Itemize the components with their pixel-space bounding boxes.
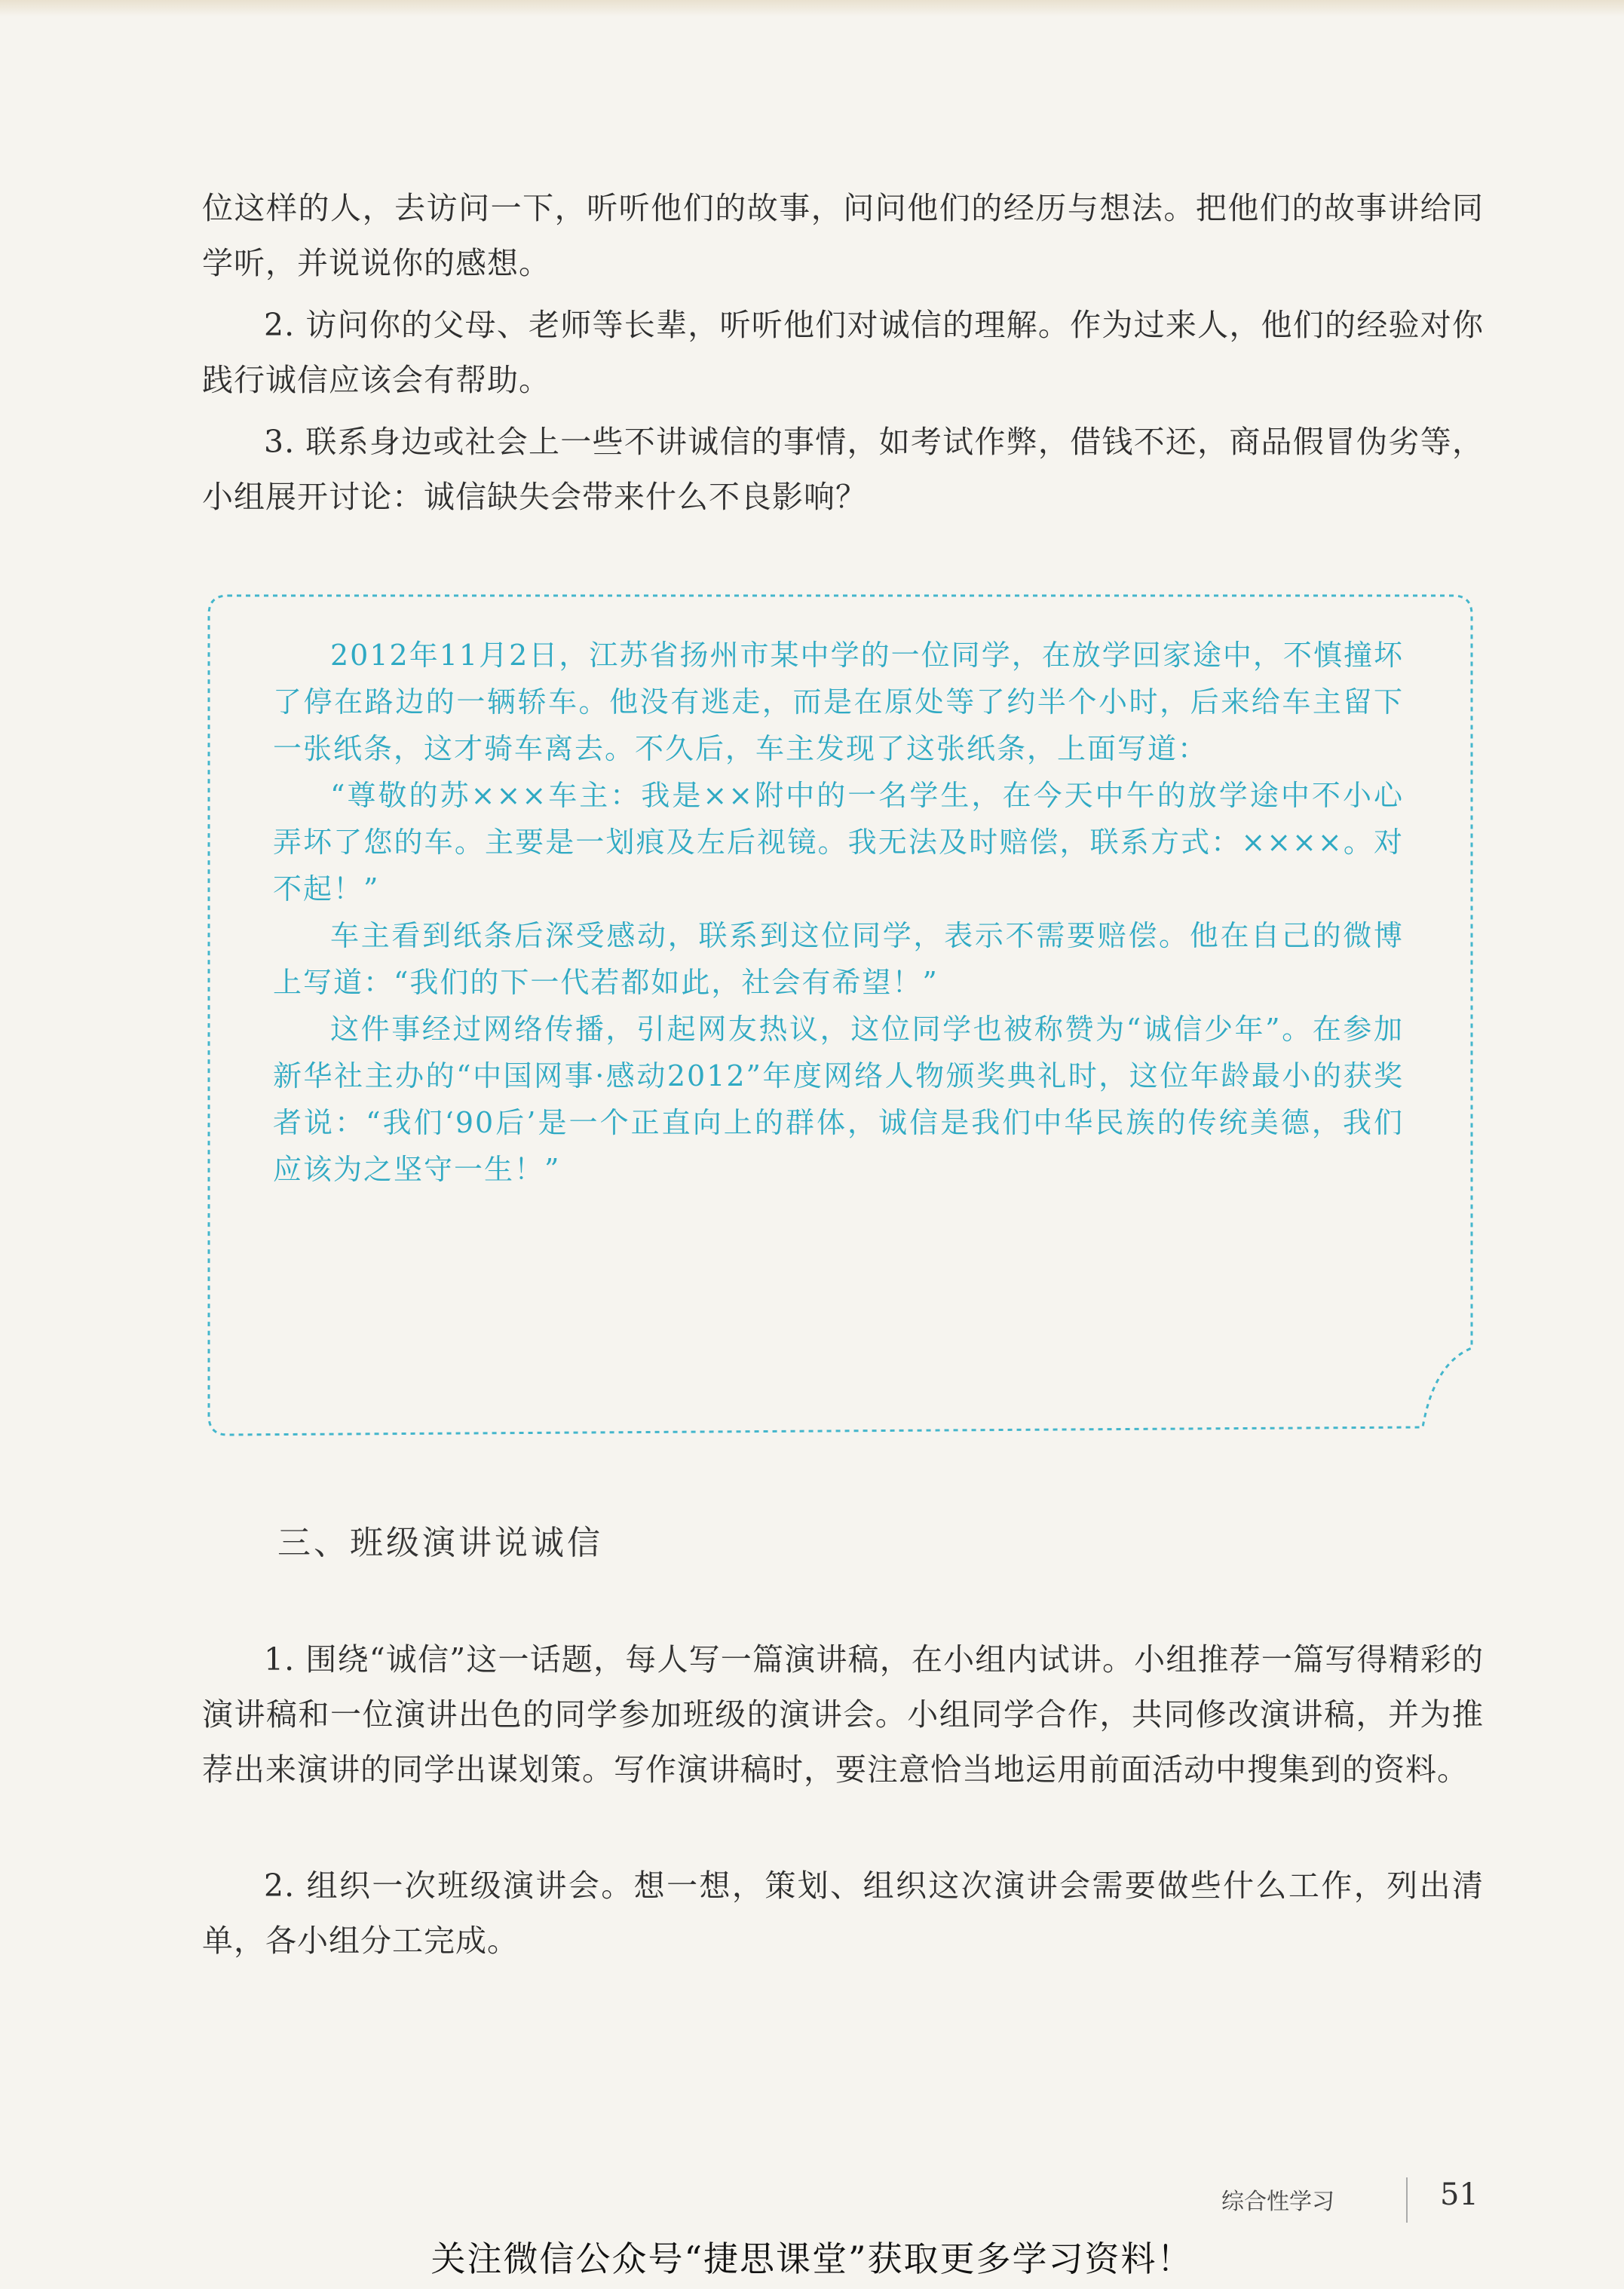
paragraph-speech-1: 1. 围绕“诚信”这一话题，每人写一篇演讲稿，在小组内试讲。小组推荐一篇写得精彩的演讲稿和一位演讲出色的同学参加班级的演讲会。小组同学合作，共同修改演讲稿，并为推荐出来演讲的同学出谋划策。写作演讲稿时，要注意恰当地运用前面活动中搜集到的资料。 [202,1641,1484,1788]
story-paragraph-4: 这件事经过网络传播，引起网友热议，这位同学也被称赞为“诚信少年”。在参加新华社主办的“中国网事·感动2012”年度网络人物颁奖典礼时，这位年龄最小的获奖者说：“我们‘90后’是一个正直向上的群体，诚信是我们中华民族的传统美德，我们应该为之坚守一生！” [273,1013,1404,1186]
page-number: 51 [1440,2177,1478,2212]
paragraph-item-2: 2. 访问你的父母、老师等长辈，听听他们对诚信的理解。作为过来人，他们的经验对你践行诚信应该会有帮助。 [202,307,1484,398]
footer-section-label: 综合性学习 [1221,2189,1334,2215]
story-paragraph-3: 车主看到纸条后深受感动，联系到这位同学，表示不需要赔偿。他在自己的微博上写道：“我们的下一代若都如此，社会有希望！” [273,919,1404,999]
section-heading: 三、班级演讲说诚信 [277,1524,603,1562]
scan-edge [0,0,1624,17]
paragraph-item-3: 3. 联系身边或社会上一些不讲诚信的事情，如考试作弊，借钱不还，商品假冒伪劣等，小组展开讨论：诚信缺失会带来什么不良影响？ [202,424,1484,515]
paragraph-speech-2: 2. 组织一次班级演讲会。想一想，策划、组织这次演讲会需要做些什么工作，列出清单，各小组分工完成。 [202,1868,1484,1959]
story-text [273,632,1404,1193]
story-paragraph-2: “尊敬的苏×××车主：我是××附中的一名学生，在今天中午的放学途中不小心弄坏了您的车。主要是一划痕及左后视镜。我无法及时赔偿，联系方式：××××。对不起！” [273,779,1404,905]
watermark-text: 关注微信公众号“捷思课堂”获取更多学习资料！ [431,2238,1193,2279]
footer-divider [1406,2177,1408,2223]
story-paragraph-1: 2012年11月2日，江苏省扬州市某中学的一位同学，在放学回家途中，不慎撞坏了停在路边的一辆轿车。他没有逃走，而是在原处等了约半个小时，后来给车主留下一张纸条，这才骑车离去。不久后，车主发现了这张纸条，上面写道： [273,639,1404,765]
paragraph-continuation: 位这样的人，去访问一下，听听他们的故事，问问他们的经历与想法。把他们的故事讲给同学听，并说说你的感想。 [202,190,1484,281]
story-box [198,587,1479,1442]
